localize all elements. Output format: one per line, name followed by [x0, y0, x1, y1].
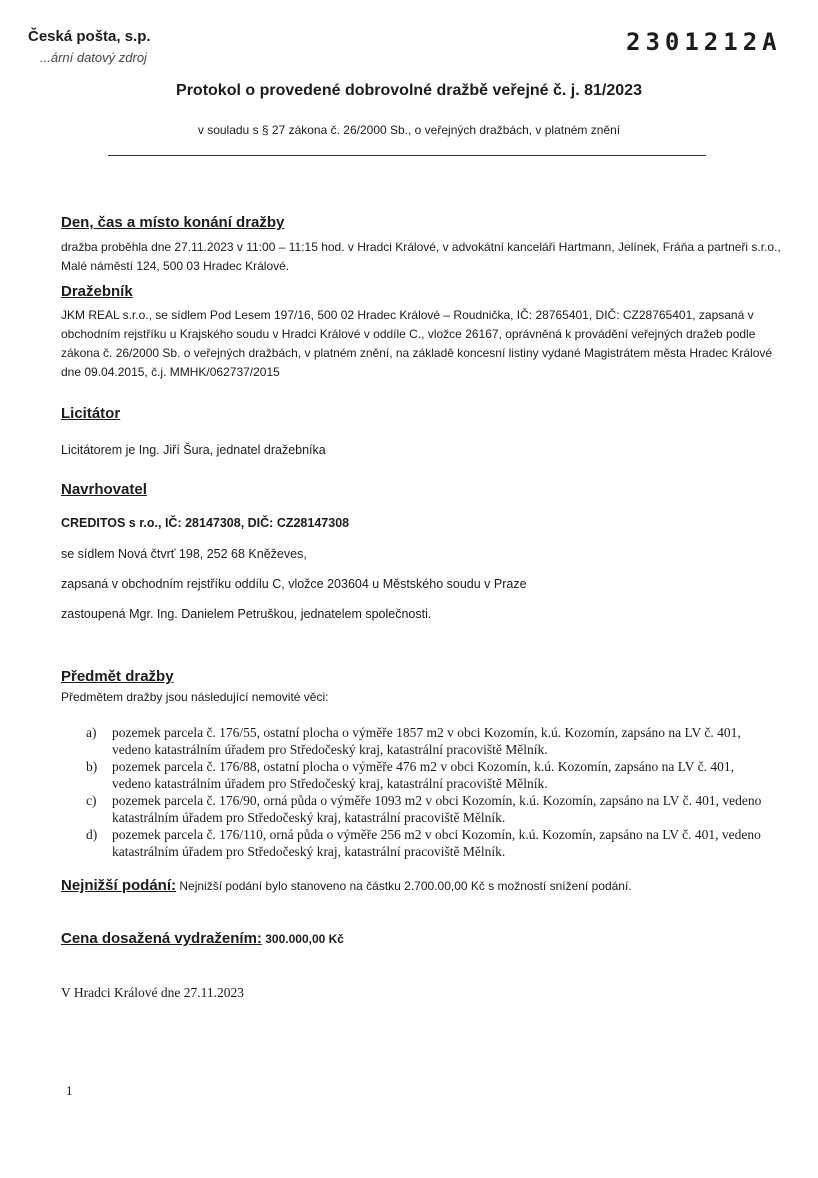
section-text-drazebnik: JKM REAL s.r.o., se sídlem Pod Lesem 197/16, 500 02 Hradec Králové – Roudnička, IČ: 28765401, DIČ: CZ28765401, zapsaná v obchodním rejstříku u Krajského soudu v Hradci Králové v oddíle C., vložce 26167, oprávněná k provádění veřejných dražeb podle zákona č. 26/2000 Sb. o veřejných dražbách, v platném znění, na základě koncesní listiny vydané Magistrátem města Hradec Králové dne 09.04.2015, č.j. MMHK/062737/2015: [61, 308, 773, 379]
section-heading-nejnizsi: Nejnižší podání:: [61, 877, 177, 894]
document-subtitle: v souladu s § 27 zákona č. 26/2000 Sb., o veřejných dražbách, v platném znění: [197, 123, 621, 137]
postal-stamp-title: Česká pošta, s.p.: [28, 28, 151, 45]
section-heading-drazebnik: Dražebník: [61, 283, 133, 300]
place-date: V Hradci Králové dne 27.11.2023: [61, 985, 244, 1000]
list-item: [86, 826, 766, 860]
list-item-label: b): [86, 759, 98, 774]
document-title: Protokol o provedené dobrovolné dražbě veřejné č. j. 81/2023: [176, 82, 642, 99]
predmet-intro: Předmětem dražby jsou následující nemovité věci:: [61, 690, 329, 704]
title-divider: [108, 155, 706, 156]
section-text-licitator: Licitátorem je Ing. Jiří Šura, jednatel dražebníka: [61, 443, 326, 457]
list-item: [86, 792, 766, 826]
navrhovatel-company: CREDITOS s r.o., IČ: 28147308, DIČ: CZ28147308: [61, 516, 350, 530]
list-item: [86, 724, 766, 758]
page-number: 1: [66, 1083, 73, 1098]
navrhovatel-registry: zapsaná v obchodním rejstříku oddílu C, vložce 203604 u Městského soudu v Praze: [61, 577, 527, 591]
navrhovatel-address: se sídlem Nová čtvrť 198, 252 68 Kněževes,: [61, 547, 307, 561]
cena-value: 300.000,00 Kč: [261, 932, 344, 946]
section-heading-predmet: Předmět dražby: [61, 668, 174, 685]
section-text-nejnizsi: Nejnižší podání bylo stanoveno na částku 2.700.00,00 Kč s možností snížení podání.: [176, 879, 632, 893]
section-heading-licitator: Licitátor: [61, 405, 121, 422]
list-item-text: pozemek parcela č. 176/110, orná půda o výměře 256 m2 v obci Kozomín, k.ú. Kozomín, zapsáno na LV č. 401, vedeno katastrálním úřadem pro Středočeský kraj, katastrální pracoviště Mělník.: [112, 827, 761, 859]
property-list: [86, 724, 766, 860]
list-item-label: d): [86, 827, 98, 842]
cena-line: [61, 930, 344, 947]
list-item-text: pozemek parcela č. 176/90, orná půda o výměře 1093 m2 v obci Kozomín, k.ú. Kozomín, zapsáno na LV č. 401, vedeno katastrálním úřadem pro Středočeský kraj, katastrální pracoviště Mělník.: [112, 793, 762, 825]
section-text-den: dražba proběhla dne 27.11.2023 v 11:00 – 11:15 hod. v Hradci Králové, v advokátní kanceláři Hartmann, Jelínek, Fráňa a partneři s.r.o., Malé náměstí 124, 500 03 Hradec Králové.: [61, 240, 781, 273]
postal-stamp-subtitle: ...ární datový zdroj: [40, 50, 147, 65]
section-heading-cena: Cena dosažená vydražením:: [61, 930, 262, 947]
list-item-text: pozemek parcela č. 176/55, ostatní plocha o výměře 1857 m2 v obci Kozomín, k.ú. Kozomín, zapsáno na LV č. 401, vedeno katastrálním úřadem pro Středočeský kraj, katastrální pracoviště Mělník.: [112, 725, 741, 757]
list-item-text: pozemek parcela č. 176/88, ostatní plocha o výměře 476 m2 v obci Kozomín, k.ú. Kozomín, zapsáno na LV č. 401, vedeno katastrálním úřadem pro Středočeský kraj, katastrální pracoviště Mělník.: [112, 759, 734, 791]
list-item: [86, 758, 766, 792]
list-item-label: a): [86, 725, 97, 740]
section-heading-navrhovatel: Navrhovatel: [61, 481, 147, 498]
navrhovatel-representative: zastoupená Mgr. Ing. Danielem Petruškou, jednatelem společnosti.: [61, 607, 432, 621]
nejnizsi-podani-line: [61, 877, 632, 894]
list-item-label: c): [86, 793, 97, 808]
section-heading-den: Den, čas a místo konání dražby: [61, 214, 285, 231]
document-number: 2301212A: [626, 28, 782, 56]
